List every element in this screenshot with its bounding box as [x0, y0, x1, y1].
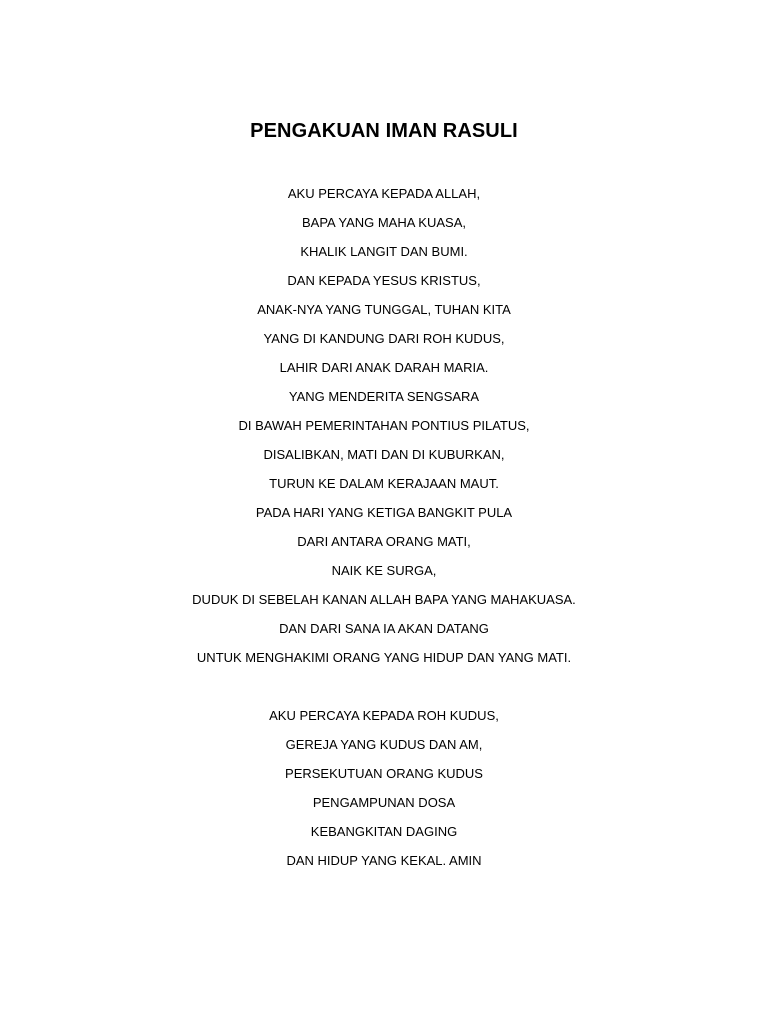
creed-line: PADA HARI YANG KETIGA BANGKIT PULA: [255, 505, 513, 520]
creed-line: DISALIBKAN, MATI DAN DI KUBURKAN,: [263, 447, 505, 462]
creed-line: DI BAWAH PEMERINTAHAN PONTIUS PILATUS,: [238, 418, 530, 433]
creed-line: AKU PERCAYA KEPADA ALLAH,: [287, 186, 481, 201]
creed-line: KHALIK LANGIT DAN BUMI.: [300, 244, 468, 259]
creed-line: DAN DARI SANA IA AKAN DATANG: [279, 621, 489, 636]
creed-stanza-1: [0, 184, 768, 677]
creed-line: ANAK-NYA YANG TUNGGAL, TUHAN KITA: [257, 302, 511, 317]
creed-line: NAIK KE SURGA,: [331, 563, 437, 578]
creed-line: PERSEKUTUAN ORANG KUDUS: [285, 766, 483, 781]
creed-line: TURUN KE DALAM KERAJAAN MAUT.: [269, 476, 499, 491]
creed-line: DARI ANTARA ORANG MATI,: [297, 534, 471, 549]
page-title: PENGAKUAN IMAN RASULI: [250, 120, 518, 142]
creed-line: KEBANGKITAN DAGING: [310, 824, 458, 839]
creed-line: YANG MENDERITA SENGSARA: [288, 389, 480, 404]
creed-line: UNTUK MENGHAKIMI ORANG YANG HIDUP DAN YANG MATI.: [196, 650, 572, 665]
creed-line: DAN HIDUP YANG KEKAL. AMIN: [286, 853, 482, 868]
creed-line: DAN KEPADA YESUS KRISTUS,: [287, 273, 481, 288]
creed-line: AKU PERCAYA KEPADA ROH KUDUS,: [269, 708, 499, 723]
creed-line: YANG DI KANDUNG DARI ROH KUDUS,: [263, 331, 505, 346]
creed-stanza-2: [0, 706, 768, 880]
creed-line: DUDUK DI SEBELAH KANAN ALLAH BAPA YANG MAHAKUASA.: [192, 592, 576, 607]
creed-line: LAHIR DARI ANAK DARAH MARIA.: [279, 360, 489, 375]
creed-line: PENGAMPUNAN DOSA: [312, 795, 456, 810]
creed-line: BAPA YANG MAHA KUASA,: [301, 215, 466, 230]
creed-line: GEREJA YANG KUDUS DAN AM,: [285, 737, 483, 752]
